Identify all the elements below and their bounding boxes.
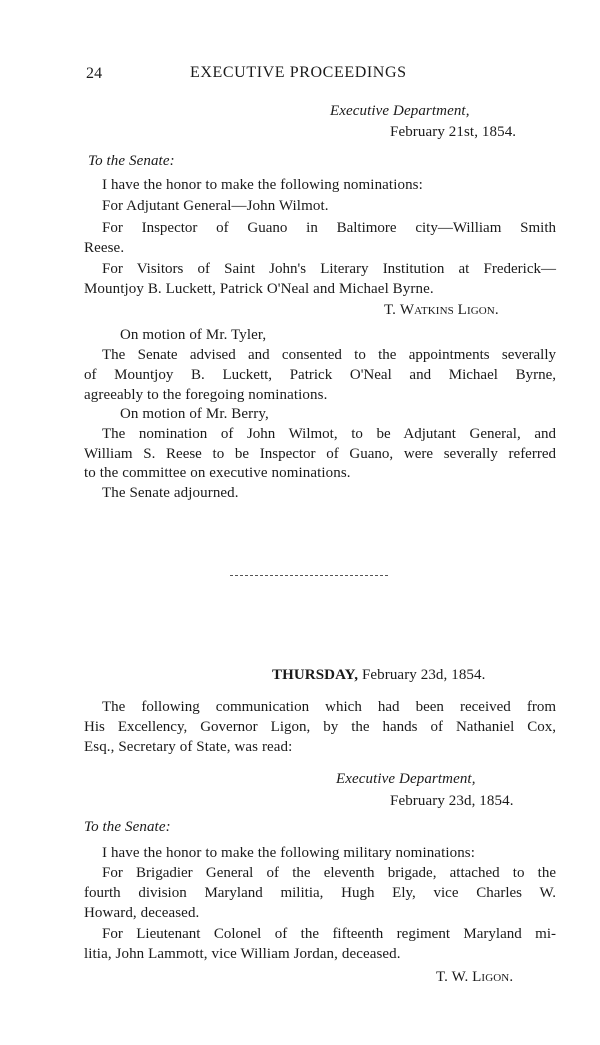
- letter1-nomination-3-line1: For Visitors of Saint John's Literary Institution at Frederick—: [102, 261, 556, 277]
- letter1-department: Executive Department,: [330, 103, 470, 119]
- letter2-intro: I have the honor to make the following military nominations:: [102, 845, 476, 861]
- referral-line2: William S. Reese to be Inspector of Guano, were severally referred: [84, 446, 556, 462]
- letter2-department: Executive Department,: [336, 771, 476, 787]
- page-number: 24: [86, 65, 103, 82]
- communication-line2: His Excellency, Governor Ligon, by the hands of Nathaniel Cox,: [84, 719, 556, 735]
- letter2-nom2-line2: litia, John Lammott, vice William Jordan, deceased.: [84, 946, 401, 962]
- consent-line3: agreeably to the foregoing nominations.: [84, 387, 328, 403]
- session2-heading: [272, 665, 486, 685]
- letter1-intro: I have the honor to make the following nominations:: [102, 177, 423, 193]
- letter2-salutation: To the Senate:: [84, 819, 171, 835]
- motion-berry: On motion of Mr. Berry,: [120, 406, 269, 422]
- letter2-signature-name: Ligon.: [472, 969, 514, 985]
- consent-line2: of Mountjoy B. Luckett, Patrick O'Neal and Michael Byrne,: [84, 367, 556, 383]
- letter1-salutation: To the Senate:: [88, 153, 175, 169]
- referral-line1: The nomination of John Wilmot, to be Adjutant General, and: [102, 426, 556, 442]
- letter1-nomination-3-line2: Mountjoy B. Luckett, Patrick O'Neal and Michael Byrne.: [84, 281, 434, 297]
- letter1-signature: [384, 300, 499, 320]
- letter2-nom1-line2: fourth division Maryland militia, Hugh Ely, vice Charles W.: [84, 885, 556, 901]
- session2-date: February 23d, 1854.: [361, 667, 486, 683]
- letter1-signature-name: Watkins Ligon.: [399, 302, 499, 318]
- letter1-nomination-2-line2: Reese.: [84, 240, 125, 256]
- letter2-signature: [436, 967, 513, 987]
- letter2-date: February 23d, 1854.: [390, 793, 514, 809]
- running-title: EXECUTIVE PROCEEDINGS: [190, 64, 407, 81]
- consent-line1: The Senate advised and consented to the appointments severally: [102, 347, 556, 363]
- letter2-nom2-line1: For Lieutenant Colonel of the fifteenth regiment Maryland mi-: [102, 926, 556, 942]
- motion-tyler: On motion of Mr. Tyler,: [120, 327, 267, 343]
- communication-line3: Esq., Secretary of State, was read:: [84, 739, 293, 755]
- letter1-nomination-1: For Adjutant General—John Wilmot.: [102, 198, 329, 214]
- communication-line1: The following communication which had been received from: [102, 699, 556, 715]
- letter2-nom1-line1: For Brigadier General of the eleventh brigade, attached to the: [102, 865, 556, 881]
- session2-day: THURSDAY,: [272, 667, 359, 683]
- letter1-date: February 21st, 1854.: [390, 124, 517, 140]
- letter2-nom1-line3: Howard, deceased.: [84, 905, 200, 921]
- senate-adjourned: The Senate adjourned.: [102, 485, 239, 501]
- letter2-signature-initials: T. W.: [436, 969, 469, 985]
- letter1-signature-first: T.: [384, 302, 396, 318]
- referral-line3: to the committee on executive nominations.: [84, 465, 351, 481]
- section-divider: [230, 575, 388, 576]
- letter1-nomination-2-line1: For Inspector of Guano in Baltimore city—William Smith: [102, 220, 556, 236]
